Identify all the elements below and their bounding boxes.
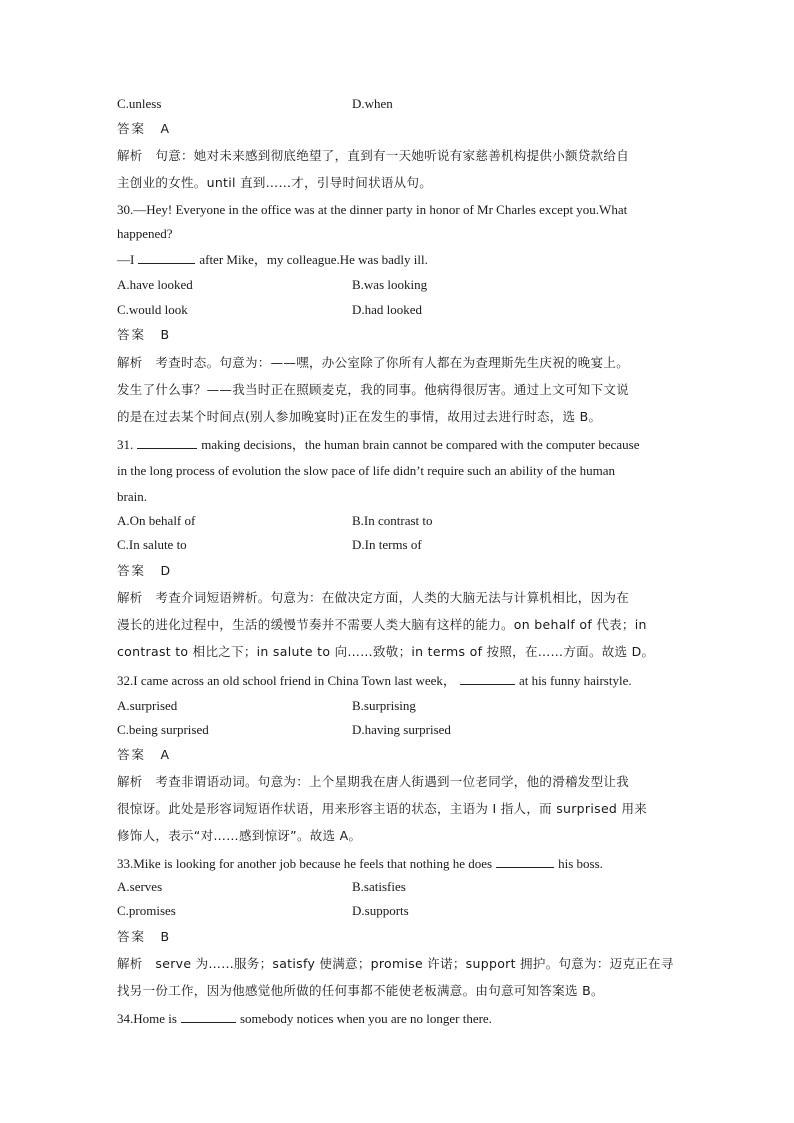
answer-label: 答案 B xyxy=(117,327,172,342)
option-c: C.unless xyxy=(117,96,162,111)
question-stem: in the long process of evolution the slow pace of life didn’t require such an ability of the human xyxy=(117,463,615,478)
answer-label: 答案 A xyxy=(117,747,172,762)
question-stem xyxy=(117,251,428,268)
question-stem xyxy=(117,672,632,689)
answer-blank xyxy=(138,251,195,264)
option-a: A.On behalf of xyxy=(117,513,196,528)
stem-text: 31. xyxy=(117,437,134,452)
stem-text: making decisions，the human brain cannot be compared with the computer because xyxy=(201,437,640,452)
explanation-line: 漫长的进化过程中，生活的缓慢节奏并不需要人类大脑有这样的能力。on behalf of 代表；in xyxy=(117,617,647,632)
explanation-line: 解析 serve 为……服务；satisfy 使满意；promise 许诺；support 拥护。句意为：迈克正在寻 xyxy=(117,956,674,971)
explanation-line: 的是在过去某个时间点(别人参加晚宴时)正在发生的事情，故用过去进行时态，选 B。 xyxy=(117,409,602,424)
question-stem: brain. xyxy=(117,489,147,504)
stem-text: somebody notices when you are no longer there. xyxy=(239,1011,492,1026)
option-d: D.had looked xyxy=(352,302,423,317)
answer-label: 答案 B xyxy=(117,929,172,944)
explanation-line: 解析 考查时态。句意为：——嘿，办公室除了你所有人都在为查理斯先生庆祝的晚宴上。 xyxy=(117,355,630,370)
option-a: A.surprised xyxy=(117,698,178,713)
stem-text: after Mike，my colleague.He was badly ill. xyxy=(199,252,428,267)
answer-blank xyxy=(460,672,515,685)
question-stem xyxy=(117,855,603,872)
stem-text: —I xyxy=(117,252,135,267)
explanation-line: 解析 句意：她对未来感到彻底绝望了，直到有一天她听说有家慈善机构提供小额贷款给自 xyxy=(117,148,630,163)
option-d: D.supports xyxy=(352,903,409,918)
explanation-line: 修饰人，表示“对……感到惊讶”。故选 A。 xyxy=(117,828,362,843)
answer-blank xyxy=(181,1010,236,1023)
option-a: A.have looked xyxy=(117,277,193,292)
question-stem: happened? xyxy=(117,226,173,241)
option-a: A.serves xyxy=(117,879,163,894)
question-stem xyxy=(117,436,640,453)
option-d: D.In terms of xyxy=(352,537,422,552)
answer-label: 答案 A xyxy=(117,121,172,136)
stem-text: 32.I came across an old school friend in China Town last week， xyxy=(117,673,456,688)
option-c: C.promises xyxy=(117,903,176,918)
option-d: D.having surprised xyxy=(352,722,451,737)
stem-text: 34.Home is xyxy=(117,1011,177,1026)
explanation-line: 解析 考查介词短语辨析。句意为：在做决定方面，人类的大脑无法与计算机相比，因为在 xyxy=(117,590,630,605)
option-d: D.when xyxy=(352,96,393,111)
answer-blank xyxy=(496,855,554,868)
answer-label: 答案 D xyxy=(117,563,173,578)
option-b: B.satisfies xyxy=(352,879,406,894)
explanation-line: 解析 考查非谓语动词。句意为：上个星期我在唐人街遇到一位老同学，他的滑稽发型让我 xyxy=(117,774,630,789)
stem-text: 33.Mike is looking for another job because he feels that nothing he does xyxy=(117,856,493,871)
stem-text: at his funny hairstyle. xyxy=(518,673,632,688)
option-b: B.In contrast to xyxy=(352,513,433,528)
option-c: C.In salute to xyxy=(117,537,187,552)
question-stem xyxy=(117,1010,492,1027)
explanation-line: 找另一份工作，因为他感觉他所做的任何事都不能使老板满意。由句意可知答案选 B。 xyxy=(117,983,604,998)
option-b: B.was looking xyxy=(352,277,428,292)
option-c: C.being surprised xyxy=(117,722,209,737)
option-c: C.would look xyxy=(117,302,188,317)
option-b: B.surprising xyxy=(352,698,416,713)
explanation-line: 很惊讶。此处是形容词短语作状语，用来形容主语的状态，主语为 I 指人，而 surprised 用来 xyxy=(117,801,648,816)
question-stem: 30.—Hey! Everyone in the office was at the dinner party in honor of Mr Charles except you.What xyxy=(117,202,628,217)
explanation-line: contrast to 相比之下；in salute to 向……致敬；in terms of 按照，在……方面。故选 D。 xyxy=(117,644,655,659)
explanation-line: 发生了什么事？——我当时正在照顾麦克，我的同事。他病得很厉害。通过上文可知下文说 xyxy=(117,382,630,397)
answer-blank xyxy=(137,436,197,449)
stem-text: his boss. xyxy=(558,856,603,871)
explanation-line: 主创业的女性。until 直到……才，引导时间状语从句。 xyxy=(117,175,433,190)
